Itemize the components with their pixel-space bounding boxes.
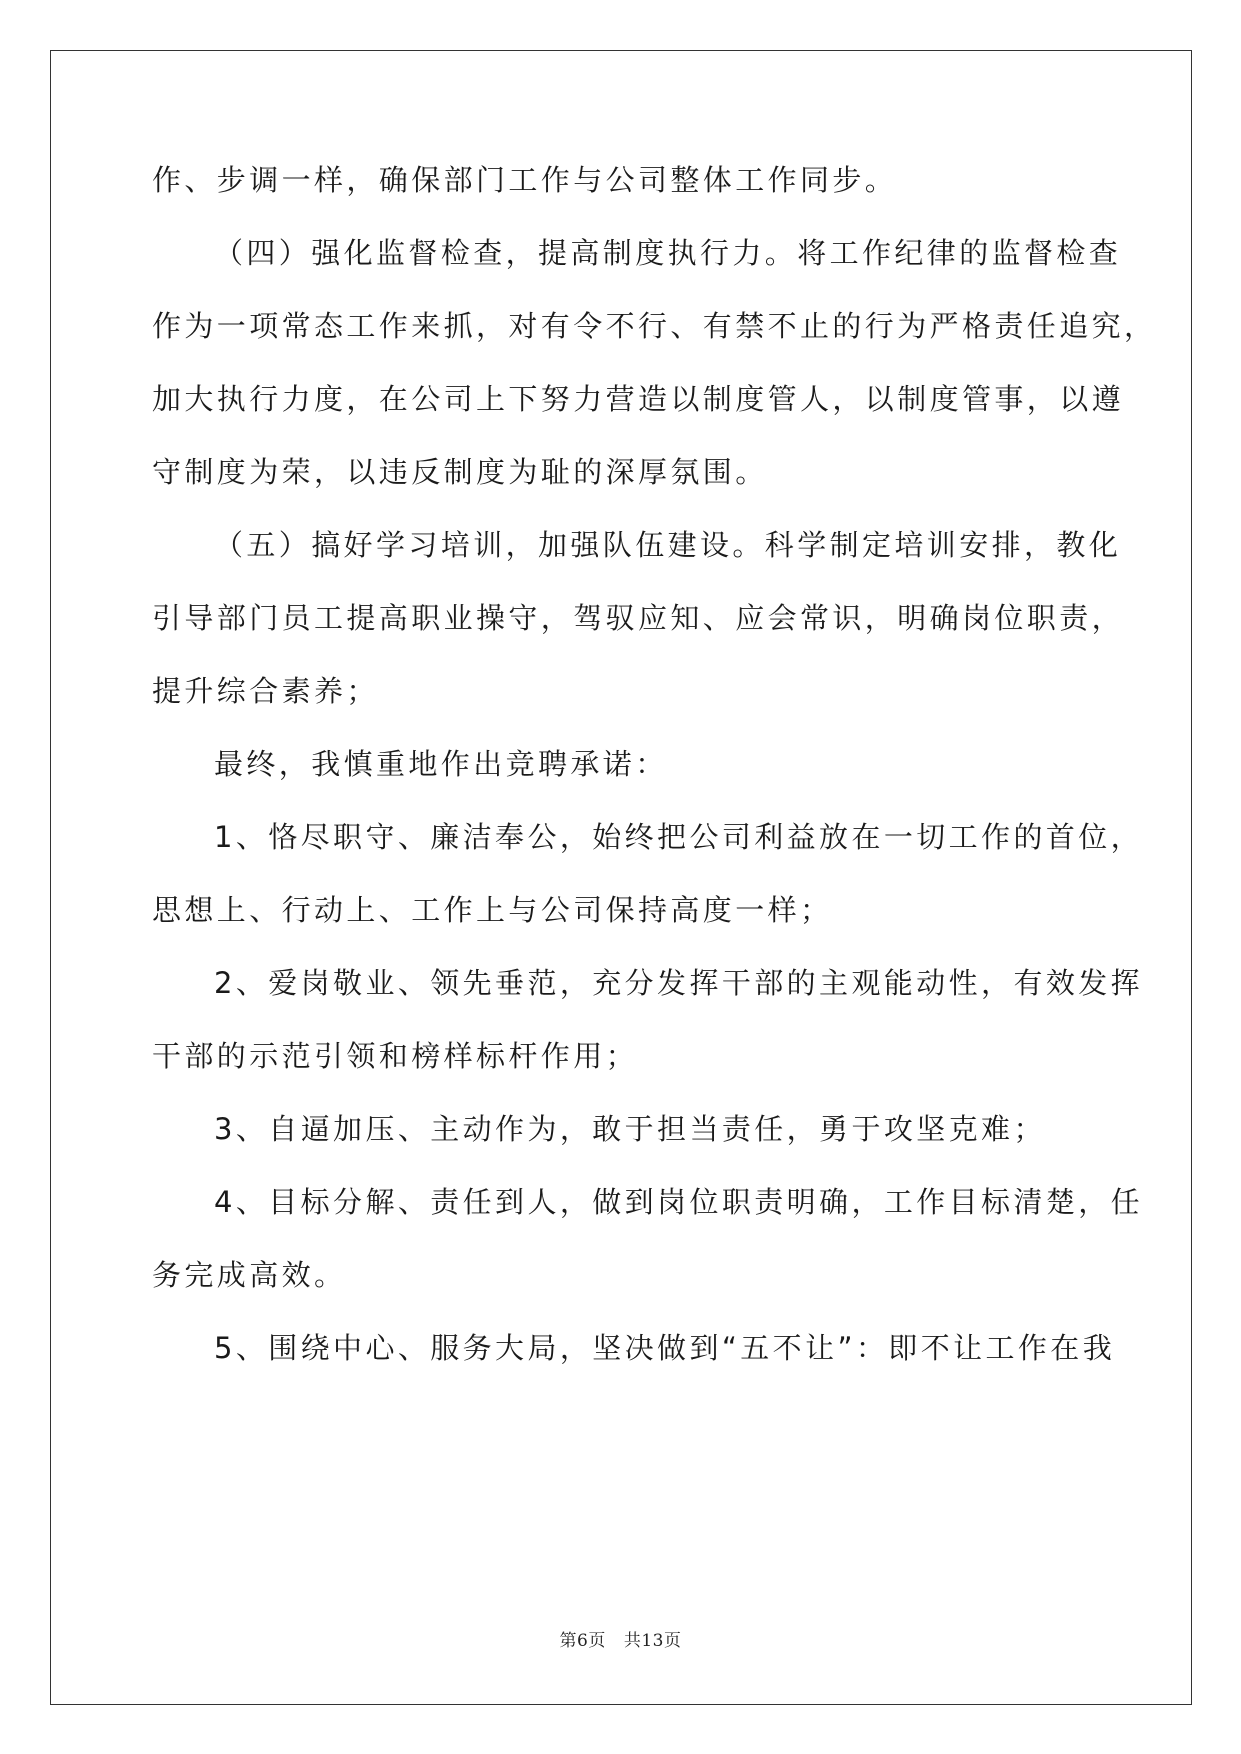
page-footer <box>0 1626 1241 1651</box>
text-line: 5、围绕中心、服务大局，坚决做到“五不让”：即不让工作在我 <box>214 1331 1116 1365</box>
text-line: 4、目标分解、责任到人，做到岗位职责明确，工作目标清楚，任 <box>214 1185 1144 1219</box>
text-line: 最终，我慎重地作出竞聘承诺： <box>214 747 668 781</box>
text-line: 思想上、行动上、工作上与公司保持高度一样； <box>152 893 833 927</box>
text-line: 引导部门员工提高职业操守，驾驭应知、应会常识，明确岗位职责， <box>152 601 1125 635</box>
text-line: 加大执行力度，在公司上下努力营造以制度管人，以制度管事，以遵 <box>152 382 1125 416</box>
text-line: 2、爱岗敬业、领先垂范，充分发挥干部的主观能动性，有效发挥 <box>214 966 1144 1000</box>
text-line: 3、自逼加压、主动作为，敢于担当责任，勇于攻坚克难； <box>214 1112 1046 1146</box>
page-border <box>50 50 1192 1705</box>
text-line: 守制度为荣，以违反制度为耻的深厚氛围。 <box>152 455 768 489</box>
text-line: 1、恪尽职守、廉洁奉公，始终把公司利益放在一切工作的首位， <box>214 820 1144 854</box>
text-line: 提升综合素养； <box>152 674 379 708</box>
text-line: 干部的示范引领和榜样标杆作用； <box>152 1039 639 1073</box>
text-line: 作、步调一样，确保部门工作与公司整体工作同步。 <box>152 163 898 197</box>
page-number: 第6页 <box>559 1631 606 1651</box>
page-total: 共13页 <box>623 1631 682 1651</box>
text-line: （四）强化监督检查，提高制度执行力。将工作纪律的监督检查 <box>214 236 1122 270</box>
text-line: 作为一项常态工作来抓，对有令不行、有禁不止的行为严格责任追究， <box>152 309 1157 343</box>
text-line: 务完成高效。 <box>152 1258 347 1292</box>
text-line: （五）搞好学习培训，加强队伍建设。科学制定培训安排，教化 <box>214 528 1122 562</box>
